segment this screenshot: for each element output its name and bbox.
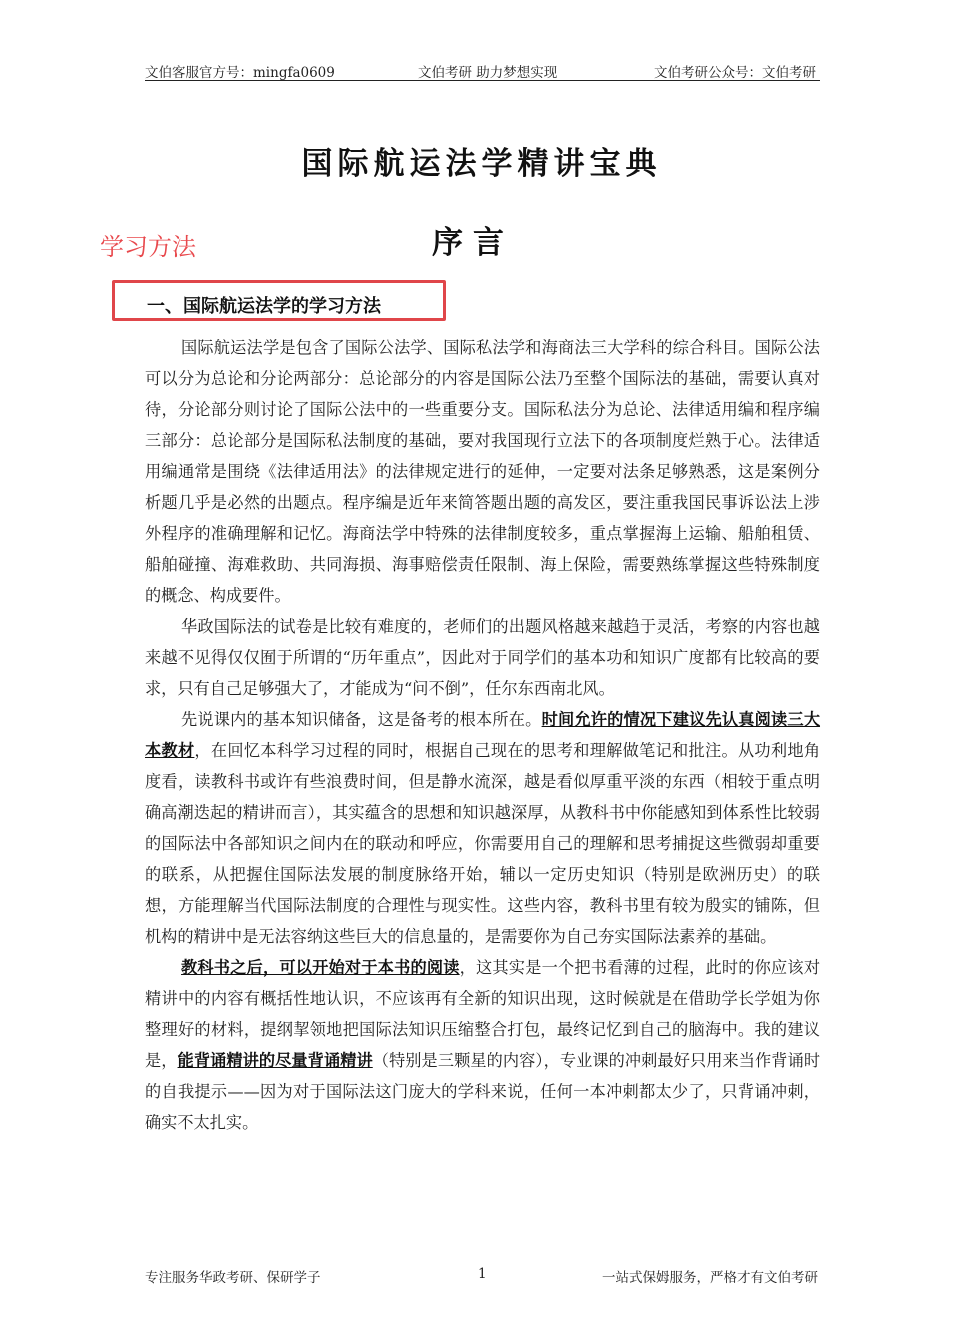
paragraph-3 bbox=[145, 704, 820, 952]
preface-title: 序言 bbox=[432, 225, 514, 261]
paragraph-3-text-a: 先说课内的基本知识储备，这是备考的根本所在。 bbox=[181, 710, 542, 729]
paragraph-4-underlined-1: 教科书之后，可以开始对于本书的阅读 bbox=[181, 958, 460, 977]
page-footer bbox=[145, 1266, 820, 1288]
header-slogan: 文伯考研 助力梦想实现 bbox=[418, 65, 558, 81]
paragraph-4-text-b: （特别是三颗星的内容），专业课的冲刺最好只用来当作背诵时的自我提示——因为对于国际法这门庞大的学科来说，任何一本冲刺都太少了，只背诵冲刺，确实不太扎实。 bbox=[145, 1051, 821, 1132]
paragraph-3-text-b: ，在回忆本科学习过程的同时，根据自己现在的思考和理解做笔记和批注。从功利地角度看，读教科书或许有些浪费时间，但是静水流深，越是看似厚重平淡的东西（相较于重点明确高潮迭起的精讲而言），其实蕴含的思想和知识越深厚，从教科书中你能感知到体系性比较弱的国际法中各部知识之间内在的联动和呼应，你需要用自己的理解和思考捕捉这些微弱却重要的联系，从把握住国际法发展的制度脉络开始，辅以一定历史知识（特别是欧洲历史）的联想，方能理解当代国际法制度的合理性与现实性。这些内容，教科书里有较为殷实的铺陈，但机构的精讲中是无法容纳这些巨大的信息量的，是需要你为自己夯实国际法素养的基础。 bbox=[145, 741, 821, 946]
page-number: 1 bbox=[478, 1266, 487, 1282]
paragraph-3-underlined: 时间允许的情况下建议先认真阅读三大本教材 bbox=[145, 710, 821, 760]
page-header bbox=[145, 60, 820, 81]
header-customer-service: 文伯客服官方号：mingfa0609 bbox=[145, 65, 335, 81]
header-public-account: 文伯考研公众号：文伯考研 bbox=[654, 65, 816, 81]
section-heading: 一、国际航运法学的学习方法 bbox=[147, 296, 381, 317]
footer-service-slogan: 一站式保姆服务，严格才有文伯考研 bbox=[602, 1270, 818, 1286]
document-body bbox=[145, 332, 820, 1138]
side-annotation-label: 学习方法 bbox=[100, 233, 196, 261]
paragraph-4-underlined-2: 能背诵精讲的尽量背诵精讲 bbox=[177, 1051, 373, 1070]
footer-tagline: 专注服务华政考研、保研学子 bbox=[145, 1270, 321, 1286]
paragraph-4 bbox=[145, 952, 820, 1138]
paragraph-2: 华政国际法的试卷是比较有难度的，老师们的出题风格越来越趋于灵活，考察的内容也越来越不见得仅仅囿于所谓的“历年重点”，因此对于同学们的基本功和知识广度都有比较高的要求，只有自己足够强大了，才能成为“问不倒”，任尔东西南北风。 bbox=[145, 617, 820, 698]
paragraph-4-text-a: ，这其实是一个把书看薄的过程，此时的你应该对精讲中的内容有概括性地认识，不应该再有全新的知识出现，这时候就是在借助学长学姐为你整理好的材料，提纲挈领地把国际法知识压缩整合打包，最终记忆到自己的脑海中。我的建议是， bbox=[145, 958, 821, 1070]
section-heading-highlight bbox=[112, 280, 446, 321]
paragraph-1: 国际航运法学是包含了国际公法学、国际私法学和海商法三大学科的综合科目。国际公法可以分为总论和分论两部分：总论部分的内容是国际公法乃至整个国际法的基础，需要认真对待，分论部分则讨论了国际公法中的一些重要分支。国际私法分为总论、法律适用编和程序编三部分：总论部分是国际私法制度的基础，要对我国现行立法下的各项制度烂熟于心。法律适用编通常是围绕《法律适用法》的法律规定进行的延伸，一定要对法条足够熟悉，这是案例分析题几乎是必然的出题点。程序编是近年来简答题出题的高发区，要注重我国民事诉讼法上涉外程序的准确理解和记忆。海商法学中特殊的法律制度较多，重点掌握海上运输、船舶租赁、船舶碰撞、海难救助、共同海损、海事赔偿责任限制、海上保险，需要熟练掌握这些特殊制度的概念、构成要件。 bbox=[145, 338, 820, 605]
document-title: 国际航运法学精讲宝典 bbox=[301, 146, 662, 182]
